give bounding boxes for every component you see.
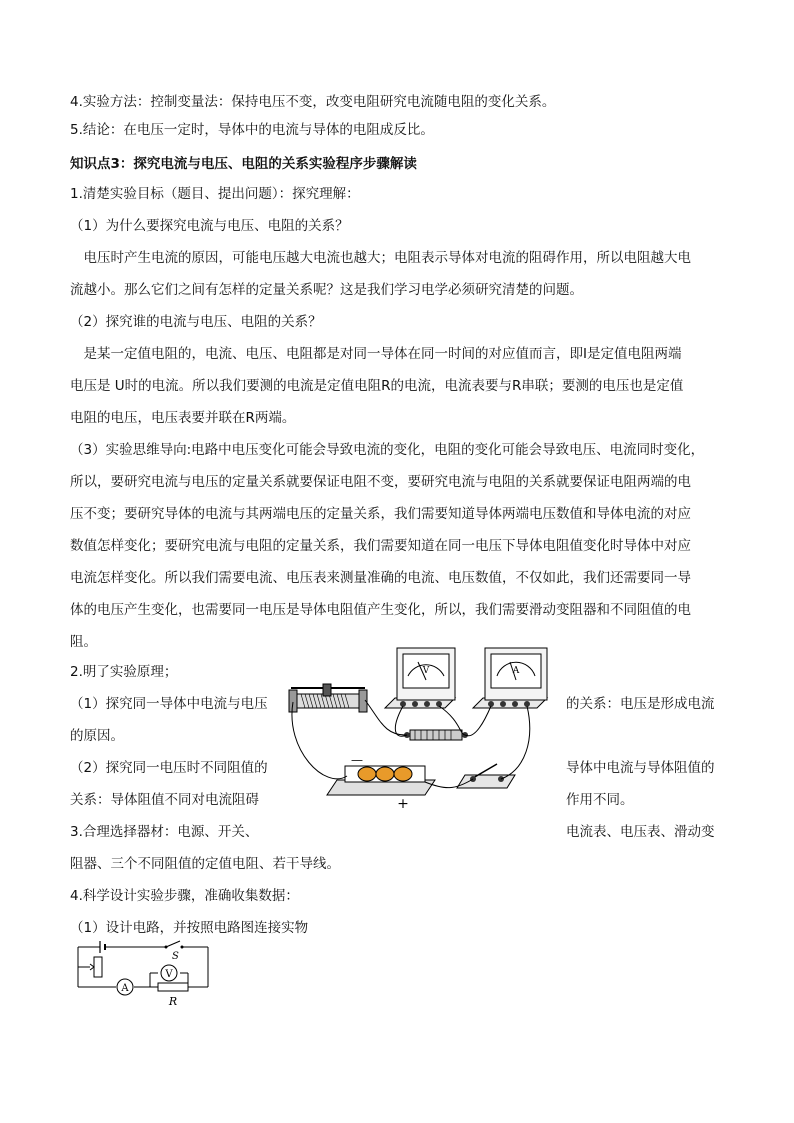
text-line: 流越小。那么它们之间有怎样的定量关系呢？这是我们学习电学必须研究清楚的问题。 — [70, 282, 583, 298]
voltmeter-label: V — [422, 666, 430, 676]
text-line: 电流怎样变化。所以我们需要电流、电压表来测量准确的电流、电压数值，不仅如此，我们还需要同一导 — [70, 570, 691, 586]
switch-label: S — [172, 951, 179, 962]
text-line: 电阻的电压，电压表要并联在R两端。 — [70, 410, 296, 426]
text-line: 是某一定值电阻的，电流、电压、电阻都是对同一导体在同一时间的对应值而言，即I是定值电阻两端 — [70, 346, 682, 362]
resistor — [404, 730, 468, 740]
text-line: （1）探究同一导体中电流与电压 — [70, 696, 268, 712]
section-heading: 知识点3：探究电流与电压、电阻的关系实验程序步骤解读 — [70, 156, 417, 172]
circuit-ammeter-label: A — [121, 983, 129, 994]
text-line: 1.清楚实验目标（题目、提出问题）：探究理解： — [70, 186, 360, 202]
text-line: （1）为什么要探究电流与电压、电阻的关系？ — [70, 218, 349, 234]
text-line: 数值怎样变化；要研究电流与电阻的定量关系，我们需要知道在同一电压下导体电阻值变化时导体中对应 — [70, 538, 691, 554]
text-line-conclusion: 5.结论：在电压一定时，导体中的电流与导体的电阻成反比。 — [70, 122, 434, 138]
text-line-right: 的关系：电压是形成电流 — [566, 696, 715, 712]
text-line: 电压是 U时的电流。所以我们要测的电流是定值电阻R的电流，电流表要与R串联；要测的电压也是定值 — [70, 378, 684, 394]
switch — [457, 764, 515, 788]
text-line: 3.合理选择器材：电源、开关、 — [70, 824, 259, 840]
text-line: 关系：导体阻值不同对电流阻碍 — [70, 792, 259, 808]
text-line: （2）探究同一电压时不同阻值的 — [70, 760, 268, 776]
text-line: 的原因。 — [70, 728, 124, 744]
apparatus-figure — [285, 640, 560, 815]
minus-sign: — — [351, 753, 363, 767]
text-line: （3）实验思维导向:电路中电压变化可能会导致电流的变化，电阻的变化可能会导致电压、电流同时变化， — [70, 442, 705, 458]
text-line: 2.明了实验原理； — [70, 664, 178, 680]
resistor-label: R — [168, 995, 178, 1008]
text-line: 所以，要研究电流与电压的定量关系就要保证电阻不变，要研究电流与电阻的关系就要保证电阻两端的电 — [70, 474, 691, 490]
text-line: 4.科学设计实验步骤，准确收集数据： — [70, 888, 299, 904]
text-line: 阻。 — [70, 634, 97, 650]
circuit-voltmeter-label: V — [165, 969, 173, 980]
text-line: 电压时产生电流的原因，可能电压越大电流也越大；电阻表示导体对电流的阻碍作用，所以电阻越大电 — [70, 250, 691, 266]
circuit-diagram — [68, 935, 218, 1010]
plus-sign: + — [397, 796, 409, 812]
text-line-right: 电流表、电压表、滑动变 — [566, 824, 715, 840]
text-line-right: 导体中电流与导体阻值的 — [566, 760, 715, 776]
text-line: 压不变；要研究导体的电流与其两端电压的定量关系，我们需要知道导体两端电压数值和导体电流的对应 — [70, 506, 691, 522]
ammeter-label: A — [512, 666, 520, 676]
rheostat — [289, 684, 367, 712]
text-line: （1）设计电路，并按照电路图连接实物 — [70, 920, 309, 936]
voltmeter — [385, 648, 455, 708]
text-line-method: 4.实验方法：控制变量法：保持电压不变，改变电阻研究电流随电阻的变化关系。 — [70, 94, 556, 110]
text-line: 阻器、三个不同阻值的定值电阻、若干导线。 — [70, 856, 340, 872]
text-line: （2）探究谁的电流与电压、电阻的关系？ — [70, 314, 322, 330]
text-line-right: 作用不同。 — [566, 792, 634, 808]
ammeter — [473, 648, 547, 708]
text-line: 体的电压产生变化，也需要同一电压是导体电阻值产生变化，所以，我们需要滑动变阻器和不同阻值的电 — [70, 602, 691, 618]
battery-box — [327, 753, 435, 812]
